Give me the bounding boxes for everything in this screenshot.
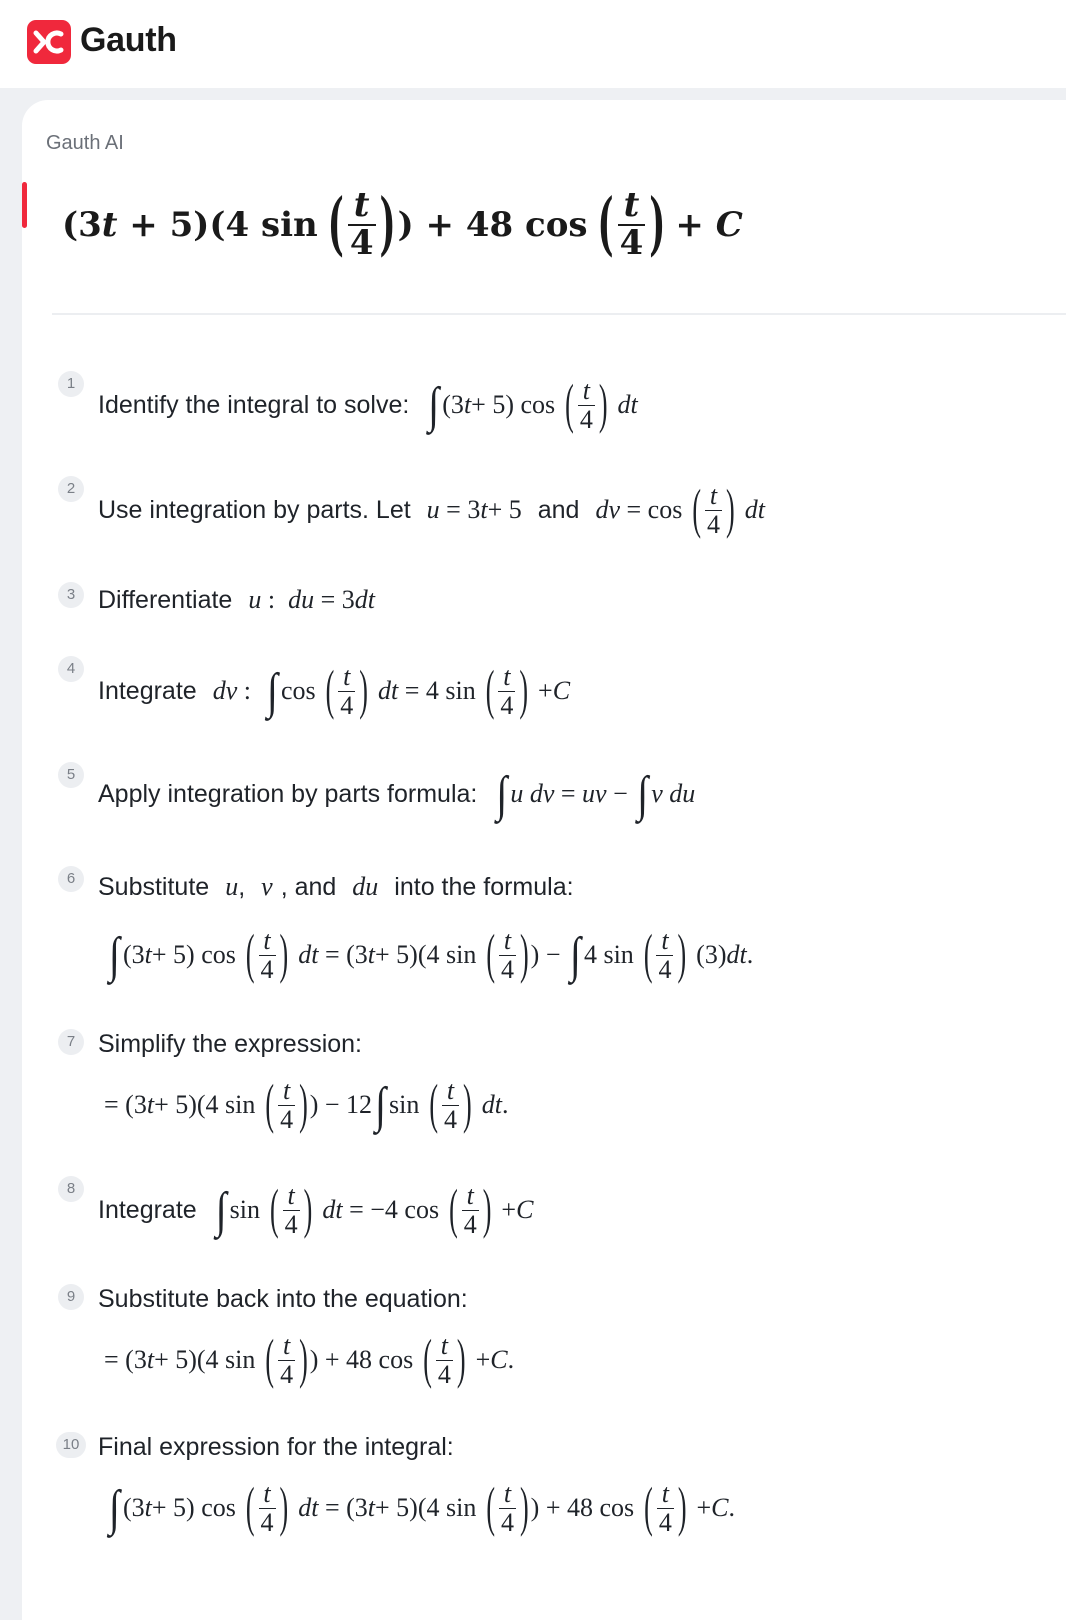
step-number: 8 (58, 1176, 84, 1202)
step-text: Final expression for the integral: (98, 1432, 454, 1461)
step-number: 6 (58, 866, 84, 892)
app-header (0, 0, 1066, 88)
step-math: u (225, 872, 239, 901)
step-math: du (352, 872, 379, 901)
brand-name[interactable]: Gauth (80, 21, 177, 59)
step-number: 3 (58, 582, 84, 608)
step-math: ∫ (3 t + 5) cos ( $\frac{t}{4}$ ) dt = (3 t + 5)(4 sin ( $\frac{t}{4}$ ) ) − ∫ 4 sin ( $\frac{t}{4}$ ) (3) dt . (109, 923, 754, 985)
final-answer: (3t + 5)(4 sin ( $\frac{t}{4}$ ) ) + 48 cos ( $\frac{t}{4}$ ) + C (62, 184, 743, 265)
step-math: u = 3 t + 5 (426, 495, 522, 524)
answer-card (22, 100, 1066, 1620)
step-math: = (3 t + 5)(4 sin ( $\frac{t}{4}$ ) ) + 48 cos ( $\frac{t}{4}$ ) + C . (104, 1328, 515, 1390)
step-math: dv = cos ( $\frac{t}{4}$ ) dt (595, 478, 765, 540)
step-text: Substitute (98, 872, 210, 901)
step-math: ∫ (3 t + 5) cos ( $\frac{t}{4}$ ) dt (428, 373, 638, 435)
step-math: ∫ u dv = uv − ∫ v du (496, 765, 696, 822)
step-math: dv : ∫ cos ( $\frac{t}{4}$ ) dt = 4 sin ( $\frac{t}{4}$ ) + C (212, 659, 571, 721)
step-number: 2 (58, 476, 84, 502)
card-label: Gauth AI (46, 132, 124, 154)
step-number: 9 (58, 1284, 84, 1310)
step-text: , and (280, 872, 337, 901)
step-text: Integrate (98, 1195, 197, 1224)
step-text-and: and (537, 495, 580, 524)
step-math: u : du = 3 dt (248, 585, 375, 614)
step-number: 4 (58, 656, 84, 682)
step-text: into the formula: (394, 872, 574, 901)
divider (52, 313, 1066, 315)
step-text: , (238, 872, 246, 901)
step-math: v (261, 872, 273, 901)
step-math: ∫ (3 t + 5) cos ( $\frac{t}{4}$ ) dt = (3 t + 5)(4 sin ( $\frac{t}{4}$ ) ) + 48 cos ( $\frac{t}{4}$ ) + C . (109, 1476, 736, 1538)
step-number: 5 (58, 762, 84, 788)
answer-accent-bar (22, 182, 27, 228)
gauth-logo-icon[interactable] (27, 20, 71, 64)
step-text: Differentiate (98, 585, 233, 614)
step-number: 10 (56, 1432, 86, 1458)
step-text: Substitute back into the equation: (98, 1284, 468, 1313)
step-text: Identify the integral to solve: (98, 390, 410, 419)
step-text: Simplify the expression: (98, 1029, 363, 1058)
step-text: Apply integration by parts formula: (98, 779, 478, 808)
step-number: 7 (58, 1029, 84, 1055)
step-text: Integrate (98, 676, 197, 705)
step-number: 1 (58, 371, 84, 397)
step-math: ∫ sin ( $\frac{t}{4}$ ) dt = −4 cos ( $\frac{t}{4}$ ) + C (215, 1178, 534, 1240)
step-math: = (3 t + 5)(4 sin ( $\frac{t}{4}$ ) ) − 12 ∫ sin ( $\frac{t}{4}$ ) dt . (104, 1073, 509, 1135)
step-text: Use integration by parts. Let (98, 495, 411, 524)
